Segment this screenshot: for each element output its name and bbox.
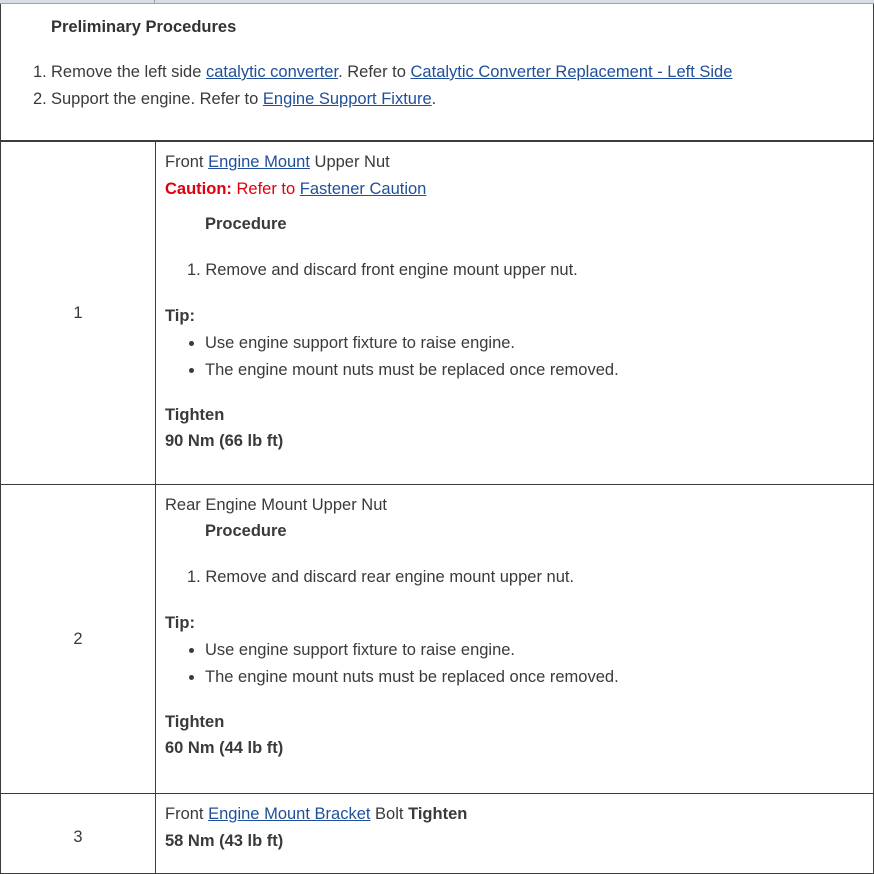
torque-value: 60 Nm (44 lb ft) [165, 739, 284, 757]
step-title [165, 804, 865, 824]
tighten-title: Tighten [408, 805, 468, 823]
steps-table [0, 141, 874, 874]
caution-note [165, 179, 865, 199]
step-content [156, 794, 874, 874]
preliminary-item-number: 1. [33, 63, 47, 81]
preliminary-item-number: 2. [33, 90, 47, 108]
preliminary-list [1, 62, 732, 116]
tip-title: Tip: [165, 307, 195, 325]
tip-item: • Use engine support fixture to raise engine. [205, 637, 865, 664]
procedure-title: Procedure [205, 522, 287, 540]
preliminary-title: Preliminary Procedures [51, 18, 237, 36]
tip-list [165, 330, 865, 384]
preliminary-item-text: . [431, 90, 437, 108]
tighten-title: Tighten [165, 713, 225, 731]
procedure-step: 1. Remove and discard rear engine mount upper nut. [187, 568, 575, 586]
preliminary-item-text: . Refer to [338, 63, 411, 81]
preliminary-procedures-box [0, 4, 874, 141]
engine-mount-bracket-link[interactable]: Engine Mount Bracket [208, 805, 371, 823]
preliminary-item-1 [33, 62, 733, 89]
torque-value: 90 Nm (66 lb ft) [165, 432, 284, 450]
table-row [1, 485, 874, 794]
torque-value: 58 Nm (43 lb ft) [165, 832, 284, 850]
tip-item: • The engine mount nuts must be replaced once removed. [205, 664, 865, 691]
step-title-text: Upper Nut [309, 153, 390, 171]
step-number: 3 [1, 794, 156, 874]
step-content [156, 142, 874, 485]
step-title-text: Bolt [370, 805, 409, 823]
table-row [1, 142, 874, 485]
fastener-caution-link[interactable]: Fastener Caution [299, 180, 427, 198]
step-title-text: Front [165, 805, 209, 823]
tip-item: • Use engine support fixture to raise engine. [205, 330, 865, 357]
tip-list [165, 637, 865, 691]
procedure-title: Procedure [205, 215, 287, 233]
step-number: 2 [1, 485, 156, 794]
tip-item: • The engine mount nuts must be replaced once removed. [205, 357, 865, 384]
caution-text: Refer to [231, 180, 300, 198]
preliminary-item-text: Remove the left side [51, 63, 206, 81]
step-number: 1 [1, 142, 156, 485]
catalytic-converter-replacement-link[interactable]: Catalytic Converter Replacement - Left Side [410, 63, 733, 81]
tighten-title: Tighten [165, 406, 225, 424]
procedure-step: 1. Remove and discard front engine mount upper nut. [187, 261, 578, 279]
step-content [156, 485, 874, 794]
engine-support-fixture-link[interactable]: Engine Support Fixture [262, 90, 432, 108]
step-title-text: Front [165, 153, 209, 171]
table-row [1, 794, 874, 874]
tip-title: Tip: [165, 614, 195, 632]
engine-mount-link[interactable]: Engine Mount [208, 153, 310, 171]
caution-label: Caution: [165, 180, 232, 198]
preliminary-item-2 [33, 89, 732, 116]
step-title: Rear Engine Mount Upper Nut [165, 496, 387, 514]
step-title [165, 152, 865, 172]
preliminary-item-text: Support the engine. Refer to [51, 90, 263, 108]
catalytic-converter-link[interactable]: catalytic converter [206, 63, 339, 81]
